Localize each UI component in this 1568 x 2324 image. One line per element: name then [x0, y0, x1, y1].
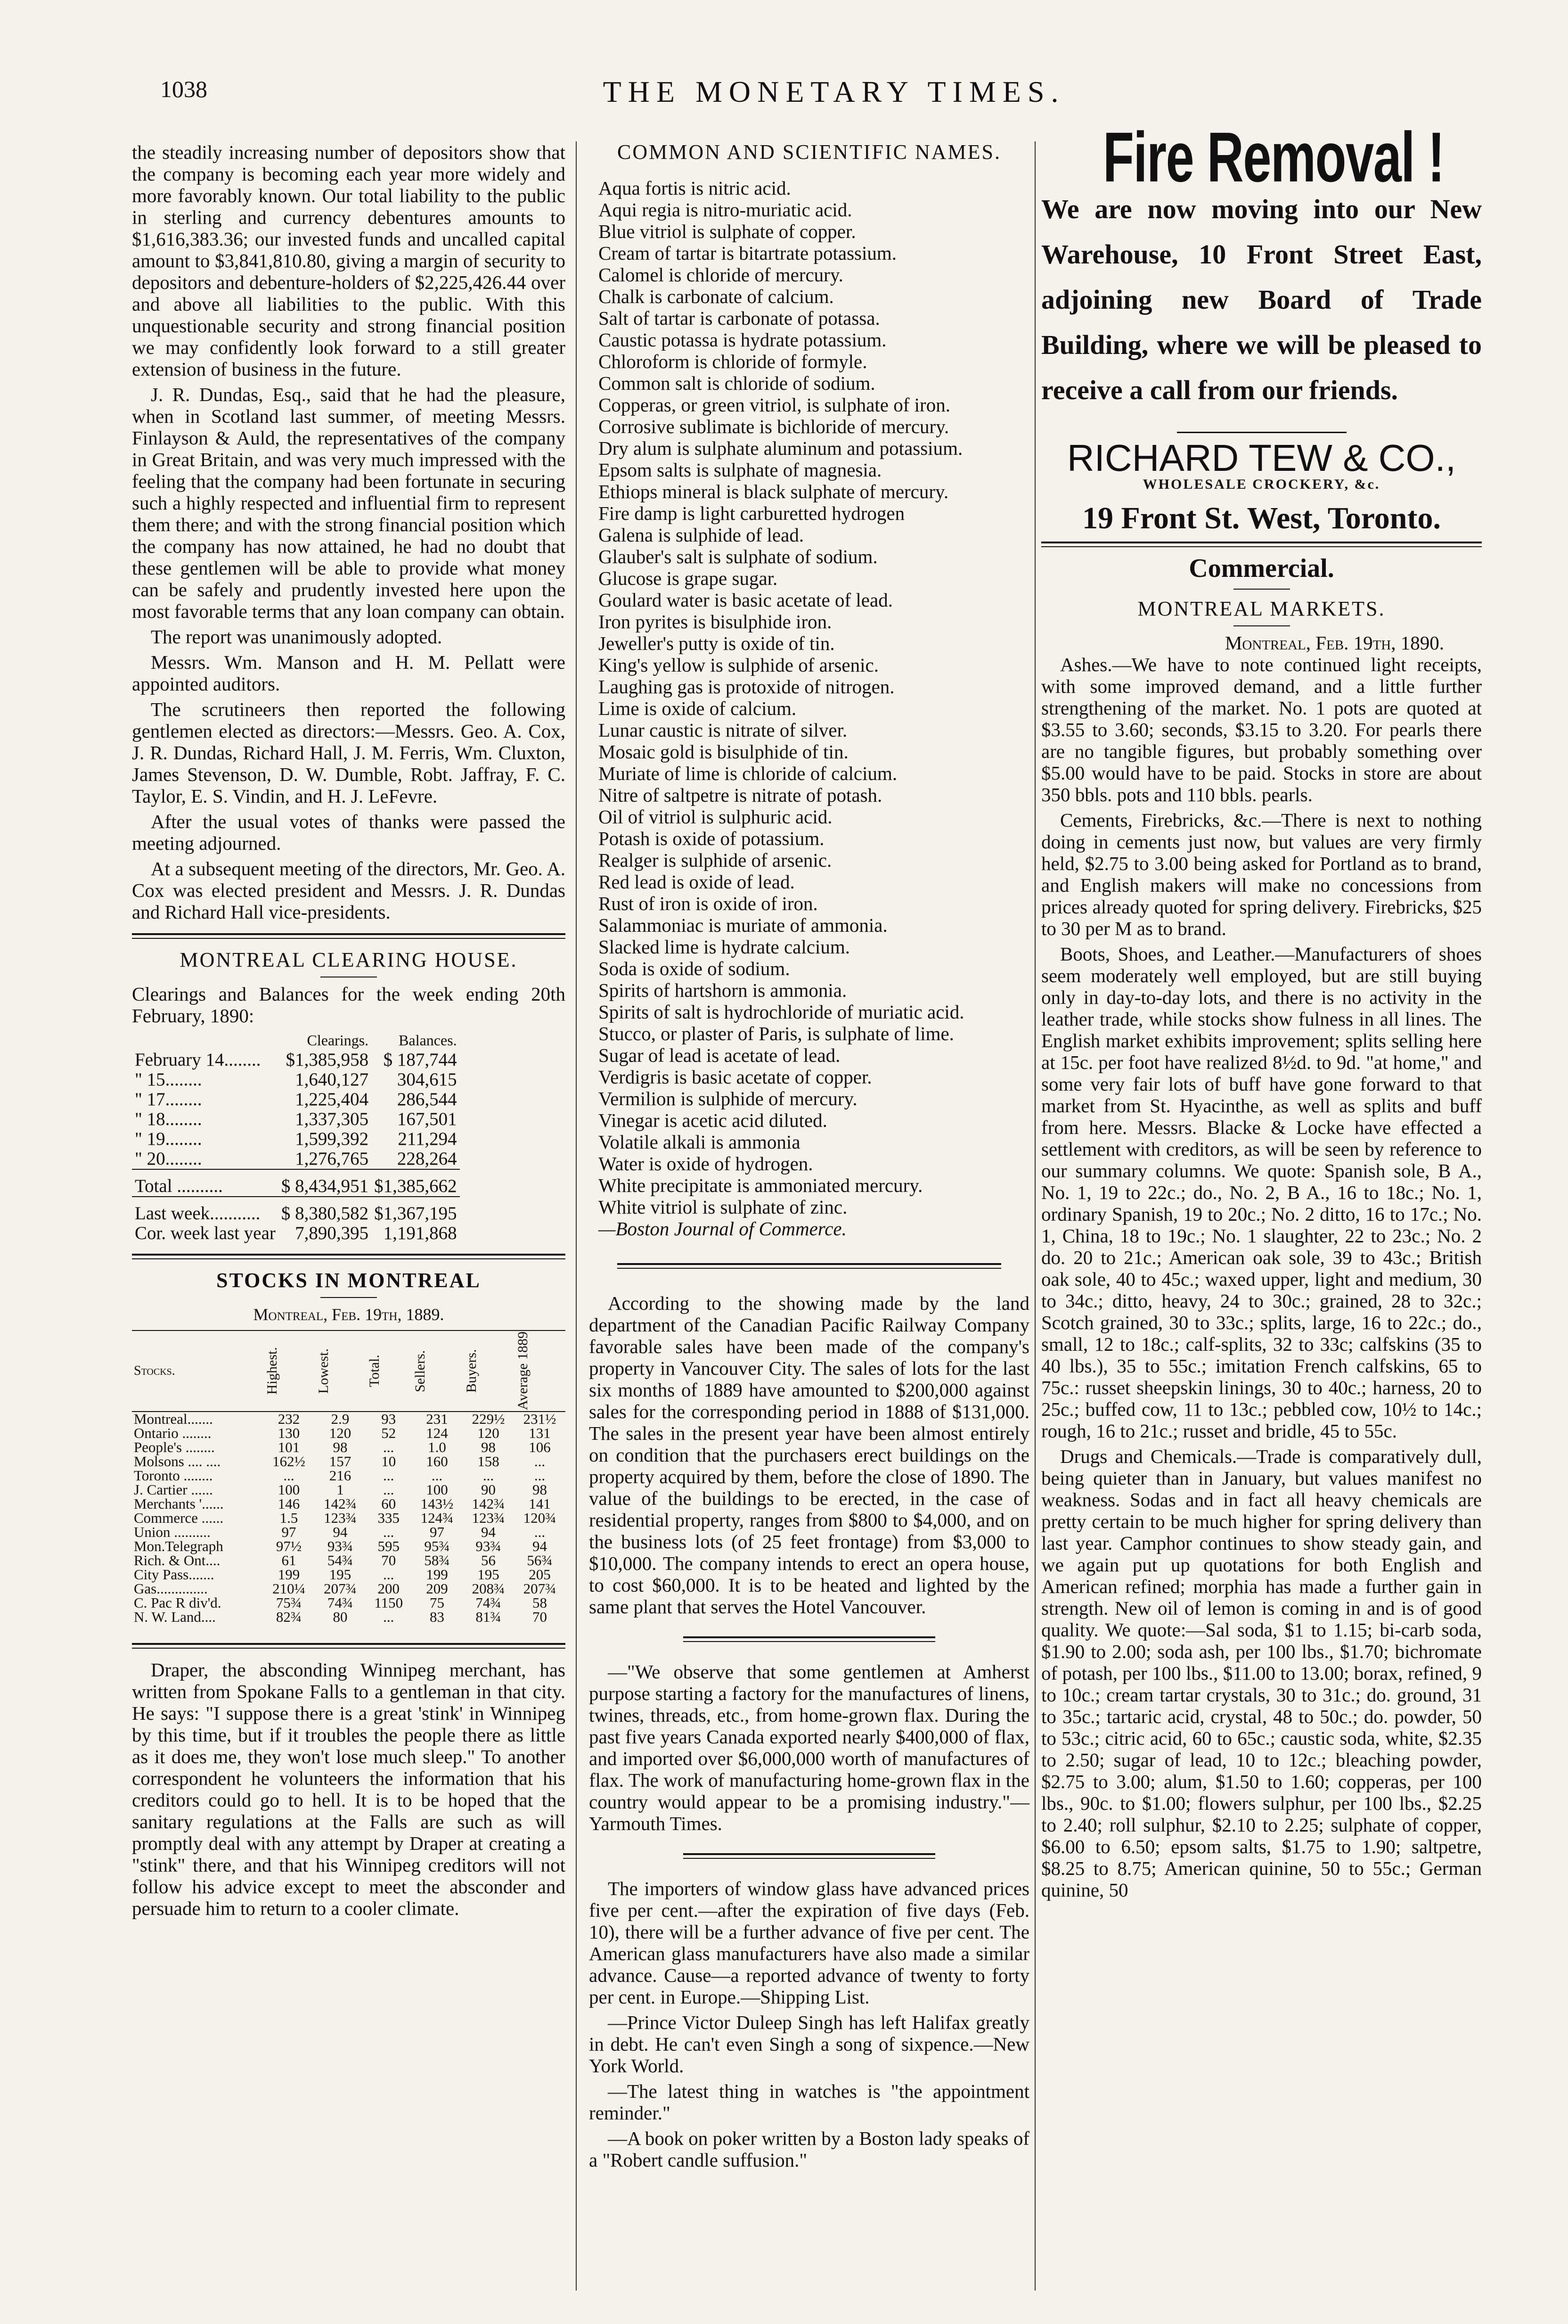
list-item: Mosaic gold is bisulphide of tin. — [598, 741, 849, 763]
stock-name: Rich. & Ont.... — [134, 1552, 220, 1568]
names-list — [589, 177, 1029, 1218]
table-row — [132, 1454, 565, 1469]
stock-name: City Pass....... — [134, 1566, 214, 1583]
balance-value: 228,264 — [397, 1149, 457, 1169]
stock-value: 70 — [532, 1609, 547, 1625]
stock-value: 157 — [329, 1453, 351, 1470]
table-row — [132, 1070, 460, 1090]
report-adopted: The report was unanimously adopted. — [151, 626, 442, 648]
list-item: Rust of iron is oxide of iron. — [598, 893, 818, 914]
stock-name: Toronto ........ — [134, 1467, 213, 1484]
stock-value: 142¾ — [324, 1495, 357, 1512]
clearing-header-row — [132, 1030, 460, 1050]
balance-value: 167,501 — [397, 1109, 457, 1129]
stock-value: 80 — [333, 1609, 348, 1625]
stock-value: 97 — [429, 1524, 444, 1540]
markets-heading: MONTREAL MARKETS. — [1137, 597, 1386, 620]
stock-value: 60 — [381, 1495, 396, 1512]
short-rule — [1233, 589, 1290, 590]
stock-name: Montreal....... — [134, 1411, 213, 1427]
stocks-body — [132, 1412, 565, 1624]
clearing-value: 1,337,305 — [295, 1109, 369, 1129]
clearing-value: 1,599,392 — [295, 1129, 369, 1149]
stock-value: 93¾ — [475, 1538, 501, 1554]
stock-value: 1 — [336, 1481, 344, 1498]
list-item: Glauber's salt is sulphate of sodium. — [598, 546, 878, 567]
cements-paragraph: Cements, Firebricks, &c.—There is next to nothing doing in cements just now, but values are very firmly held, $2.75 to 3.00 being asked for Portland as to brand, and English makers will make no concessions from prices already quoted for spring delivery. Firebricks, $25 to 30 per M as to brand. — [1041, 809, 1482, 939]
list-item: Cream of tartar is bitartrate potassium. — [598, 242, 897, 264]
row-label: " 20........ — [135, 1149, 202, 1169]
clearing-house-heading: MONTREAL CLEARING HOUSE. — [180, 948, 518, 971]
list-item: Aqui regia is nitro-muriatic acid. — [598, 199, 852, 221]
advertisement — [1041, 117, 1482, 535]
stock-value: 56¾ — [527, 1552, 553, 1568]
stock-name: J. Cartier ...... — [134, 1481, 213, 1498]
list-item: Calomel is chloride of mercury. — [598, 264, 843, 286]
average-col-header: Average 1889 — [514, 1331, 531, 1411]
stock-value: 75 — [429, 1594, 444, 1611]
last-week-row — [132, 1197, 460, 1224]
sellers-col-header: Sellers. — [412, 1350, 428, 1392]
stock-value: 232 — [278, 1411, 300, 1427]
stock-value: 142¾ — [472, 1495, 505, 1512]
stock-value: 143½ — [420, 1495, 454, 1512]
stock-value: 74¾ — [475, 1594, 501, 1611]
list-item: Laughing gas is protoxide of nitrogen. — [598, 676, 895, 698]
table-row — [132, 1090, 460, 1109]
stocks-header-row — [132, 1330, 565, 1412]
ad-body: We are now moving into our New Warehouse, 10 Front Street East, adjoining new Board of Trade Building, where we will be pleased to receive a call from our friends. — [1041, 194, 1482, 405]
stock-name: Union .......... — [134, 1524, 211, 1540]
balance-value: 1,191,868 — [383, 1223, 457, 1243]
stocks-heading: STOCKS IN MONTREAL — [216, 1269, 481, 1292]
stock-value: 94 — [532, 1538, 547, 1554]
section-divider — [683, 1853, 935, 1859]
list-item: Epsom salts is sulphate of magnesia. — [598, 459, 882, 481]
stock-value: ... — [482, 1467, 494, 1484]
stock-value: 229½ — [472, 1411, 505, 1427]
stock-value: 160 — [426, 1453, 448, 1470]
stock-value: 207¾ — [523, 1580, 556, 1597]
stock-value: 199 — [278, 1566, 300, 1583]
stock-value: 231½ — [523, 1411, 556, 1427]
list-item: Galena is sulphide of lead. — [598, 524, 804, 546]
stock-value: 335 — [377, 1510, 400, 1526]
column-left — [132, 141, 565, 1923]
table-row — [132, 1525, 565, 1539]
officers-paragraph: At a subsequent meeting of the directors, Mr. Geo. A. Cox was elected president and Messrs. J. R. Dundas and Richard Hall vice-presidents. — [132, 858, 565, 923]
list-item: Red lead is oxide of lead. — [598, 871, 795, 893]
ad-firm-name: RICHARD TEW & CO., — [1067, 437, 1456, 479]
list-item: White vitriol is sulphate of zinc. — [598, 1196, 848, 1218]
stock-value: 54¾ — [327, 1552, 353, 1568]
stock-value: 98 — [532, 1481, 547, 1498]
total-col-header: Total. — [367, 1355, 383, 1388]
stock-value: 205 — [529, 1566, 551, 1583]
table-row — [132, 1539, 565, 1553]
list-item: Fire damp is light carburetted hydrogen — [598, 502, 905, 524]
list-item: Aqua fortis is nitric acid. — [598, 177, 791, 199]
stock-value: 94 — [333, 1524, 348, 1540]
list-item: Vinegar is acetic acid diluted. — [598, 1109, 827, 1131]
list-item: Salt of tartar is carbonate of potassa. — [598, 307, 880, 329]
stock-value: 1.5 — [279, 1510, 298, 1526]
names-heading: COMMON AND SCIENTIFIC NAMES. — [617, 140, 1001, 164]
clearing-value: 1,225,404 — [295, 1089, 369, 1109]
stock-value: 106 — [529, 1439, 551, 1455]
directors-paragraph: The scrutineers then reported the following gentlemen elected as directors:—Messrs. Geo. A. Cox, J. R. Dundas, Richard Hall, J. M. Ferris, Wm. Cluxton, James Stevenson, D. W. Dumble, Robt. Jaffray, F. C. Taylor, E. S. Vindin, and H. J. LeFevre. — [132, 698, 565, 807]
list-item: Ethiops mineral is black sulphate of mercury. — [598, 481, 949, 502]
row-label: " 17........ — [135, 1089, 202, 1109]
stock-value: 158 — [477, 1453, 499, 1470]
stock-value: 210¼ — [272, 1580, 305, 1597]
adjourned-paragraph: After the usual votes of thanks were passed the meeting adjourned. — [132, 811, 565, 854]
list-item: Goulard water is basic acetate of lead. — [598, 589, 893, 611]
stock-value: 120¾ — [523, 1510, 556, 1526]
stock-value: 61 — [281, 1552, 296, 1568]
list-item: Jeweller's putty is oxide of tin. — [598, 632, 835, 654]
page-header — [160, 66, 1508, 118]
stock-value: 130 — [278, 1425, 300, 1441]
stock-value: 595 — [377, 1538, 400, 1554]
stock-value: 146 — [278, 1495, 300, 1512]
row-label: February 14........ — [135, 1050, 261, 1070]
stock-value: ... — [534, 1467, 546, 1484]
stock-value: 94 — [481, 1524, 496, 1540]
section-divider — [132, 1643, 565, 1649]
ad-address: 19 Front St. West, Toronto. — [1082, 501, 1441, 535]
table-row — [132, 1469, 565, 1483]
stock-value: 95¾ — [424, 1538, 450, 1554]
stock-value: 93¾ — [327, 1538, 353, 1554]
total-row — [132, 1169, 460, 1197]
table-row — [132, 1511, 565, 1525]
list-item: Caustic potassa is hydrate potassium. — [598, 329, 887, 351]
stock-name: Commerce ...... — [134, 1510, 224, 1526]
ad-rule — [1177, 432, 1347, 433]
stock-value: 208¾ — [472, 1580, 505, 1597]
list-item: Iron pyrites is bisulphide iron. — [598, 611, 832, 632]
balances-col-header: Balances. — [399, 1032, 457, 1049]
clearings-col-header: Clearings. — [307, 1032, 369, 1049]
clearing-value: $ 8,434,951 — [281, 1176, 369, 1196]
table-row — [132, 1050, 460, 1070]
stock-value: 120 — [329, 1425, 351, 1441]
stock-value: 120 — [477, 1425, 499, 1441]
stock-value: 123¾ — [472, 1510, 505, 1526]
list-item: Common salt is chloride of sodium. — [598, 372, 875, 394]
section-divider — [132, 1254, 565, 1259]
cor-week-row — [132, 1224, 460, 1243]
names-source: —Boston Journal of Commerce. — [598, 1218, 847, 1240]
commercial-heading: Commercial. — [1189, 554, 1334, 583]
stock-name: People's ........ — [134, 1439, 215, 1455]
stock-value: ... — [534, 1524, 546, 1540]
stock-value: 124 — [426, 1425, 448, 1441]
list-item: Oil of vitriol is sulphuric acid. — [598, 806, 833, 828]
stock-value: 70 — [381, 1552, 396, 1568]
stock-value: 231 — [426, 1411, 448, 1427]
table-row — [132, 1497, 565, 1511]
lowest-col-header: Lowest. — [315, 1348, 331, 1394]
clearing-value: $1,385,958 — [286, 1050, 369, 1070]
stock-value: ... — [383, 1609, 394, 1625]
stock-value: 74¾ — [327, 1594, 353, 1611]
page-number: 1038 — [160, 76, 207, 102]
list-item: Stucco, or plaster of Paris, is sulphate of lime. — [598, 1023, 954, 1044]
clearing-value: $ 8,380,582 — [281, 1203, 369, 1224]
amherst-paragraph: —"We observe that some gentlemen at Amherst purpose starting a factory for the manufactures of linens, twines, threads, etc., from home-grown flax. During the past five years Canada exported nearly $400,000 of flax, and imported over $6,000,000 worth of manufactures of flax. The work of manufacturing home-grown flax in the country would appear to be a promising industry."—Yarmouth Times. — [589, 1661, 1029, 1834]
stock-name: Ontario ........ — [134, 1425, 212, 1441]
table-row — [132, 1149, 460, 1169]
table-row — [132, 1129, 460, 1149]
section-divider — [1041, 542, 1482, 547]
section-divider — [683, 1636, 935, 1642]
stocks-dateline: Montreal, Feb. 19th, 1889. — [253, 1305, 444, 1324]
stock-value: 162½ — [272, 1453, 305, 1470]
stock-value: 75¾ — [276, 1594, 302, 1611]
balance-value: $1,367,195 — [374, 1203, 457, 1224]
stock-value: 131 — [529, 1425, 551, 1441]
list-item: Sugar of lead is acetate of lead. — [598, 1044, 841, 1066]
stock-value: 100 — [278, 1481, 300, 1498]
stock-value: 83 — [429, 1609, 444, 1625]
stock-value: 81¾ — [475, 1609, 501, 1625]
stock-value: 1.0 — [428, 1439, 446, 1455]
short-rule — [320, 1297, 377, 1298]
clearing-value: 1,276,765 — [295, 1149, 369, 1169]
stock-value: 82¾ — [276, 1609, 302, 1625]
stock-name: Gas.............. — [134, 1580, 208, 1597]
list-item: Chalk is carbonate of calcium. — [598, 286, 834, 307]
stock-value: 199 — [426, 1566, 448, 1583]
list-item: Realger is sulphide of arsenic. — [598, 849, 832, 871]
stock-value: 98 — [333, 1439, 348, 1455]
stock-value: 10 — [381, 1453, 396, 1470]
table-row — [132, 1426, 565, 1440]
ad-title: Fire Removal ! — [1102, 117, 1444, 197]
list-item: Water is oxide of hydrogen. — [598, 1153, 813, 1174]
stock-name: Mon.Telegraph — [134, 1538, 223, 1554]
stock-value: 98 — [481, 1439, 496, 1455]
stock-value: ... — [383, 1481, 394, 1498]
stock-value: ... — [383, 1467, 394, 1484]
stock-value: 52 — [381, 1425, 396, 1441]
balance-value: 211,294 — [398, 1129, 457, 1149]
stocks-col-header: Stocks. — [134, 1363, 175, 1378]
table-row — [132, 1582, 565, 1596]
list-item: Lime is oxide of calcium. — [598, 698, 797, 719]
stock-value: 141 — [529, 1495, 551, 1512]
section-divider — [132, 933, 565, 939]
stock-value: ... — [383, 1524, 394, 1540]
highest-col-header: Highest. — [264, 1347, 280, 1395]
balance-value: $1,385,662 — [374, 1176, 457, 1196]
row-label: Cor. week last year — [135, 1223, 276, 1243]
row-label: " 18........ — [135, 1109, 202, 1129]
stock-name: Merchants '...... — [134, 1495, 224, 1512]
list-item: Slacked lime is hydrate calcium. — [598, 936, 850, 958]
poker-paragraph: —A book on poker written by a Boston lady speaks of a "Robert candle suffusion." — [589, 2127, 1029, 2171]
stock-name: Molsons .... .... — [134, 1453, 221, 1470]
buyers-col-header: Buyers. — [463, 1349, 479, 1393]
list-item: Glucose is grape sugar. — [598, 567, 778, 589]
auditors-paragraph: Messrs. Wm. Manson and H. M. Pellatt were appointed auditors. — [132, 651, 565, 695]
stock-value: 101 — [278, 1439, 300, 1455]
list-item: Nitre of saltpetre is nitrate of potash. — [598, 784, 882, 806]
stock-value: 124¾ — [420, 1510, 454, 1526]
stock-value: 200 — [377, 1580, 400, 1597]
stock-value: ... — [383, 1439, 394, 1455]
list-item: King's yellow is sulphide of arsenic. — [598, 654, 879, 676]
stock-value: 195 — [329, 1566, 351, 1583]
stock-value: ... — [431, 1467, 443, 1484]
table-row — [132, 1109, 460, 1129]
column-right — [1041, 117, 1482, 1905]
watches-paragraph: —The latest thing in watches is "the appointment reminder." — [589, 2080, 1029, 2124]
table-row — [132, 1610, 565, 1624]
ad-subtitle: WHOLESALE CROCKERY, &c. — [1143, 476, 1380, 492]
stock-value: 2.9 — [331, 1411, 350, 1427]
dundas-paragraph: J. R. Dundas, Esq., said that he had the pleasure, when in Scotland last summer, of meeting Messrs. Finlayson & Auld, the representatives of the company in Great Britain, and was very much impressed with the feeling that the company had been fortunate in securing such a highly respected and influential firm to represent them there; and with the strong financial position which the company has now attained, he had no doubt that these gentlemen will be able to provide what money can be safely and prudently invested here upon the most favorable terms that any loan company can obtain. — [132, 384, 565, 622]
list-item: Copperas, or green vitriol, is sulphate of iron. — [598, 394, 950, 416]
stock-value: 58 — [532, 1594, 547, 1611]
list-item: Verdigris is basic acetate of copper. — [598, 1066, 872, 1088]
list-item: Lunar caustic is nitrate of silver. — [598, 719, 848, 741]
clearing-value: 7,890,395 — [295, 1223, 369, 1243]
list-item: Potash is oxide of potassium. — [598, 828, 825, 849]
list-item: Chloroform is chloride of formyle. — [598, 351, 867, 372]
table-row — [132, 1596, 565, 1610]
table-row — [132, 1568, 565, 1582]
stock-value: 195 — [477, 1566, 499, 1583]
balance-value: 304,615 — [397, 1069, 457, 1090]
stock-value: 58¾ — [424, 1552, 450, 1568]
stocks-table — [132, 1330, 565, 1624]
stock-value: ... — [534, 1453, 546, 1470]
stock-value: 97½ — [276, 1538, 302, 1554]
list-item: Vermilion is sulphide of mercury. — [598, 1088, 858, 1109]
list-item: Volatile alkali is ammonia — [598, 1131, 800, 1153]
window-glass-paragraph: The importers of window glass have advanced prices five per cent.—after the expiration of five days (Feb. 10), there will be a further advance of five per cent. The American glass manufacturers have also made a similar advance. Cause—a reported advance of twenty to forty per cent. in Europe.—Shipping List. — [589, 1878, 1029, 2008]
masthead-title: THE MONETARY TIMES. — [603, 75, 1065, 108]
row-label: " 19........ — [135, 1129, 202, 1149]
stock-value: 209 — [426, 1580, 448, 1597]
table-row — [132, 1483, 565, 1497]
boots-paragraph: Boots, Shoes, and Leather.—Manufacturers of shoes seem moderately well employed, but are still buying only in day-to-day lots, and there is no activity in the leather trade, while stocks show fulness in all lines. The English market exhibits improvement; splits selling here at 15c. per foot have realized 8½d. to 9d. "at home," and some very fair lots of buff have gone forward to that market from St. Hyacinthe, as well as splits and buff from here. Messrs. Blacke & Locke have effected a settlement with creditors, as will be seen by reference to our summary columns. We quote: Spanish sole, B A., No. 1, 19 to 22c.; do., No. 2, B A., 16 to 18c.; No. 1, ordinary Spanish, 19 to 20c.; No. 2 ditto, 16 to 17c.; No. 1, China, 18 to 19c.; No. 1 slaughter, 22 to 23c.; No. 2 do. 20 to 21c.; American oak sole, 39 to 43c.; British oak sole, 40 to 45c.; waxed upper, light and medium, 30 to 34c.; ditto, heavy, 24 to 30c.; grained, 28 to 32c.; Scotch grained, 30 to 33c.; splits, large, 16 to 22c.; do., small, 12 to 18c.; calf-splits, 32 to 33c; calfskins (35 to 40 lbs.), 35 to 55c.; imitation French calfskins, 65 to 75c.: russet sheepskin linings, 30 to 40c.; harness, 20 to 25c.; buffed cow, 11 to 13c.; pebbled cow, 10½ to 14c.; rough, 16 to 21c.; russet and bridle, 45 to 55c. — [1041, 943, 1482, 1442]
cpr-paragraph: According to the showing made by the land department of the Canadian Pacific Railway Company favorable sales have been made of the company's property in Vancouver City. The sales of lots for the last six months of 1889 have amounted to $200,000 against sales for the corresponding period in 1888 of $131,000. The sales in the present year have been almost entirely on condition that the purchasers erect buildings on the property acquired by them, before the close of 1890. The value of the buildings to be erected, in the case of residential property, ranges from $800 to $4,000, and on the business lots (of 25 feet frontage) from $3,000 to $10,000. The company intends to erect an opera house, to cost $60,000. It is to be heated and lighted by the same plant that serves the Hotel Vancouver. — [589, 1292, 1029, 1618]
column-middle — [589, 141, 1029, 2175]
stock-value: 97 — [281, 1524, 296, 1540]
column-rule-right — [1035, 141, 1036, 2291]
drugs-paragraph: Drugs and Chemicals.—Trade is comparatively dull, being quieter than in January, but values manifest no weakness. Sodas and in fact all heavy chemicals are pretty certain to be much higher for spring delivery than last year. Camphor continues to show steady gain, and we again put up quotations for both English and American refined; morphia has made a further gain in strength. New oil of lemon is coming in and is of good quality. We quote:—Sal soda, $1 to 1.15; bi-carb soda, $1.90 to 2.00; soda ash, per 100 lbs., $1.70; bichromate of potash, per 100 lbs., $11.00 to 13.00; borax, refined, 9 to 10c.; cream tartar crystals, 30 to 31c.; do. ground, 31 to 35c.; tartaric acid, crystal, 48 to 50c.; do. powder, 50 to 53c.; citric acid, 60 to 65c.; caustic soda, white, $2.35 to 2.50; sugar of lead, 10 to 12c.; bleaching powder, $2.75 to 3.00; alum, $1.50 to 1.60; copperas, per 100 lbs., 90c. to $1.00; flowers sulphur, per 100 lbs., $2.25 to 2.40; roll sulphur, $2.10 to 2.25; sulphate of copper, $6.00 to 6.50; epsom salts, $1.75 to 1.90; saltpetre, $8.25 to 8.75; American quinine, 50 to 55c.; German quinine, 50 — [1041, 1445, 1482, 1901]
table-row — [132, 1553, 565, 1568]
clearing-table — [132, 1030, 460, 1243]
clearing-value: 1,640,127 — [295, 1069, 369, 1090]
stock-value: 1150 — [374, 1594, 403, 1611]
section-divider — [617, 1263, 1001, 1269]
short-rule — [1233, 625, 1290, 626]
stock-name: N. W. Land.... — [134, 1609, 216, 1625]
list-item: Corrosive sublimate is bichloride of mercury. — [598, 416, 949, 437]
row-label: Total .......... — [135, 1176, 223, 1196]
stock-value: 56 — [481, 1552, 496, 1568]
report-continuation: the steadily increasing number of depositors show that the company is becoming each year more widely and more favorably known. Our total liability to the public in sterling and currency debentures amounts to $1,616,383.36; our invested funds and uncalled capital amount to $3,841,810.80, giving a margin of security to depositors and debenture-holders of $2,225,426.44 over and above all liabilities to the public. With this unquestionable security and strong financial position we may confidently look forward to a still greater extension of business in the future. — [132, 141, 565, 380]
stock-value: 207¾ — [324, 1580, 357, 1597]
table-row — [132, 1412, 565, 1426]
draper-paragraph: Draper, the absconding Winnipeg merchant, has written from Spokane Falls to a gentleman in that city. He says: "I suppose there is a great 'stink' in Winnipeg by this time, but if it troubles the people there as little as it does me, they won't lose much sleep." To another correspondent he volunteers the information that his creditors could go to hell. It is to be hoped that the sanitary regulations at the Falls are such as will promptly deal with any attempt by Draper at creating a "stink" there, and that his Winnipeg creditors will not follow his advice except to meet the absconder and persuade him to return to a cooler climate. — [132, 1659, 565, 1919]
markets-dateline: Montreal, Feb. 19th, 1890. — [1225, 632, 1444, 654]
ashes-paragraph: Ashes.—We have to note continued light receipts, with some improved demand, and a little further strengthening of the market. No. 1 pots are quoted at $3.55 to 3.60; seconds, $3.15 to 3.20. For pearls there are no tangible figures, but probably something over $5.00 would have to be paid. Stocks in store are about 350 bbls. pots and 110 bbls. pearls. — [1041, 654, 1482, 805]
list-item: Soda is oxide of sodium. — [598, 958, 790, 979]
row-label: " 15........ — [135, 1069, 202, 1090]
stock-value: 93 — [381, 1411, 396, 1427]
prince-paragraph: —Prince Victor Duleep Singh has left Halifax greatly in debt. He can't even Singh a song of sixpence.—New York World. — [589, 2012, 1029, 2077]
row-label: Last week........... — [135, 1203, 261, 1224]
list-item: Dry alum is sulphate aluminum and potassium. — [598, 437, 963, 459]
column-rule-left — [576, 141, 577, 2291]
stock-name: C. Pac R div'd. — [134, 1594, 221, 1611]
stock-value: 123¾ — [324, 1510, 357, 1526]
stock-value: 90 — [481, 1481, 496, 1498]
list-item: Blue vitriol is sulphate of copper. — [598, 221, 856, 242]
list-item: Spirits of hartshorn is ammonia. — [598, 979, 847, 1001]
stock-value: 216 — [329, 1467, 351, 1484]
list-item: Spirits of salt is hydrochloride of muriatic acid. — [598, 1001, 964, 1023]
table-row — [132, 1440, 565, 1454]
clearing-intro: Clearings and Balances for the week ending 20th February, 1890: — [132, 983, 565, 1027]
balance-value: 286,544 — [397, 1089, 457, 1109]
balance-value: $ 187,744 — [383, 1050, 457, 1070]
stock-value: ... — [283, 1467, 294, 1484]
stock-value: 100 — [426, 1481, 448, 1498]
stock-value: ... — [383, 1566, 394, 1583]
list-item: Muriate of lime is chloride of calcium. — [598, 763, 898, 784]
list-item: Salammoniac is muriate of ammonia. — [598, 914, 888, 936]
list-item: White precipitate is ammoniated mercury. — [598, 1174, 923, 1196]
